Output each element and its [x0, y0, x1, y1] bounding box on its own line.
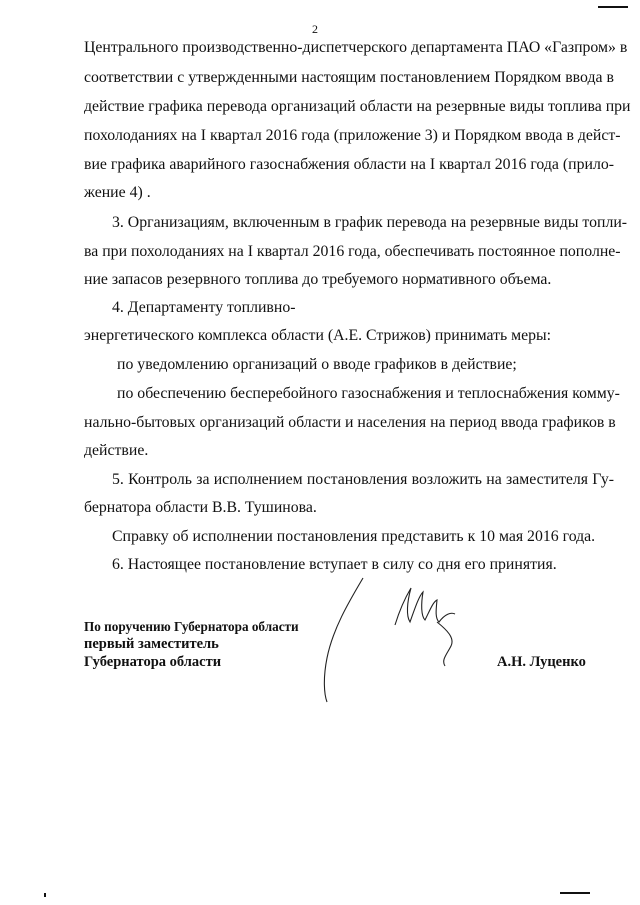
text-line: 5. Контроль за исполнением постановления возложить на заместителя Гу- — [112, 471, 614, 488]
text-line: действие графика перевода организаций области на резервные виды топлива при — [84, 98, 631, 115]
text-line: бернатора области В.В. Тушинова. — [84, 499, 317, 516]
text-line: 4. Департаменту топливно- — [112, 299, 296, 316]
text-line: действие. — [84, 442, 149, 459]
text-line: по уведомлению организаций о вводе графиков в действие; — [117, 356, 517, 373]
page-number: 2 — [312, 22, 318, 36]
text-line: ние запасов резервного топлива до требуемого нормативного объема. — [84, 271, 552, 288]
handwritten-signature — [315, 570, 475, 705]
text-line: Центрального производственно-диспетчерского департамента ПАО «Газпром» в — [84, 39, 628, 56]
text-line: нально-бытовых организаций области и населения на период ввода графиков в — [84, 414, 616, 431]
text-line: энергетического комплекса области (А.Е. Стрижов) принимать меры: — [84, 327, 552, 344]
signatory-position-2: Губернатора области — [84, 654, 222, 670]
text-line: вие графика аварийного газоснабжения области на I квартал 2016 года (прило- — [84, 156, 614, 173]
scan-mark — [44, 893, 46, 897]
text-line: ва при похолоданиях на I квартал 2016 года, обеспечивать постоянное пополне- — [84, 243, 621, 260]
text-line: соответствии с утвержденными настоящим постановлением Порядком ввода в — [84, 69, 614, 86]
scan-mark — [560, 892, 590, 894]
signatory-position: первый заместитель — [84, 636, 219, 652]
signatory-authority: По поручению Губернатора области — [84, 619, 299, 634]
text-line: похолоданиях на I квартал 2016 года (приложение 3) и Порядком ввода в дейст- — [84, 127, 621, 144]
text-line: 3. Организациям, включенным в график перевода на резервные виды топли- — [112, 214, 628, 231]
text-line: Справку об исполнении постановления представить к 10 мая 2016 года. — [112, 528, 596, 545]
text-line: по обеспечению бесперебойного газоснабжения и теплоснабжения комму- — [117, 385, 620, 402]
scan-mark — [598, 6, 628, 8]
signatory-name: А.Н. Луценко — [497, 654, 586, 670]
text-line: 6. Настоящее постановление вступает в силу со дня его принятия. — [112, 556, 557, 573]
text-line: жение 4) . — [84, 184, 151, 201]
